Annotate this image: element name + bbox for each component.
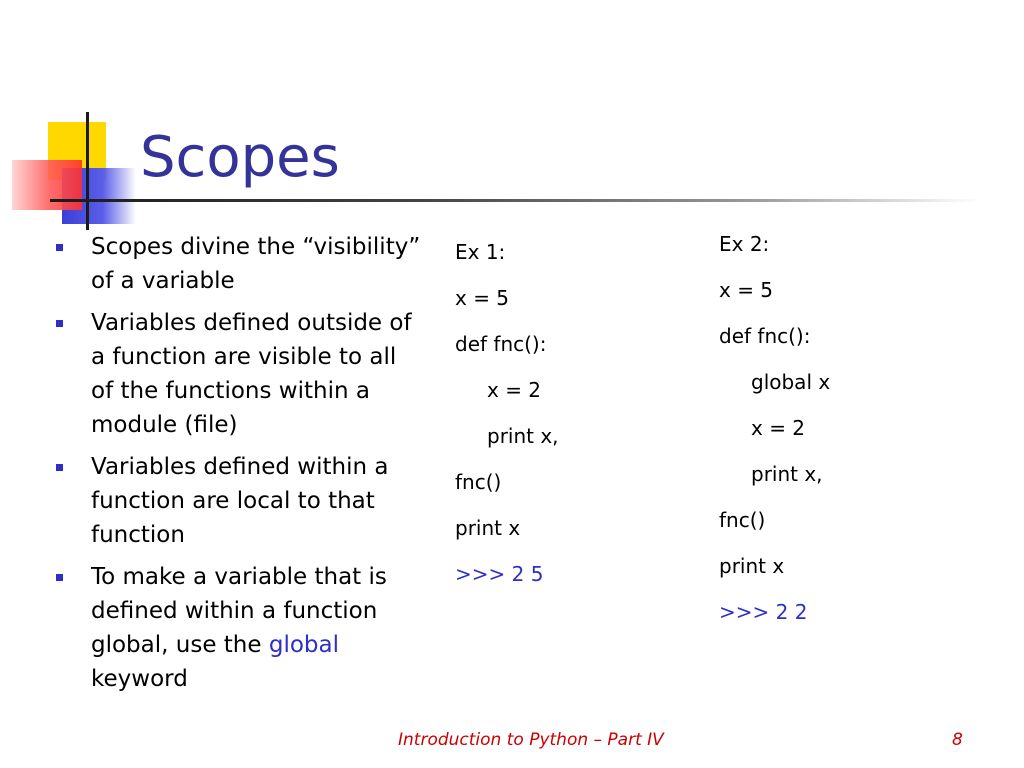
code-line: def fnc(): — [455, 332, 547, 356]
square-bullet-icon — [56, 244, 63, 251]
code-line: x = 5 — [719, 278, 774, 302]
bullet-text: keyword — [91, 666, 188, 692]
code-line: print x, — [487, 424, 559, 448]
code-line: x = 5 — [455, 286, 510, 310]
slide-logo-decoration — [0, 0, 150, 240]
title-underline — [50, 199, 980, 202]
code-line: print x — [455, 516, 521, 540]
code-line: global x — [751, 370, 831, 394]
code-line: print x — [719, 554, 785, 578]
code-line: fnc() — [719, 508, 766, 532]
keyword-global: global — [268, 632, 340, 658]
footer-title: Introduction to Python – Part IV — [398, 730, 664, 750]
code-output: >>> 2 2 — [719, 600, 808, 624]
page-number: 8 — [952, 730, 963, 750]
bullet-text: Variables defined within a function are local to that function — [91, 454, 389, 548]
square-bullet-icon — [56, 320, 63, 327]
code-line: fnc() — [455, 470, 502, 494]
logo-vertical-line — [86, 112, 89, 230]
bullet-text: Variables defined outside of a function are visible to all of the functions within a module (file) — [91, 310, 412, 438]
bullet-text: To make a variable that is defined within a function global, use the — [91, 564, 387, 658]
code-line-label: Ex 2: — [719, 232, 770, 256]
example-1-code — [455, 237, 559, 605]
bullet-item — [52, 560, 422, 696]
code-line: def fnc(): — [719, 324, 811, 348]
code-line: print x, — [751, 462, 823, 486]
example-2-code — [719, 229, 830, 643]
code-line: x = 2 — [751, 416, 806, 440]
code-output: >>> 2 5 — [455, 562, 544, 586]
bullet-text: Scopes divine the “visibility” of a variable — [91, 234, 421, 294]
bullet-item — [52, 230, 422, 298]
code-line: x = 2 — [487, 378, 542, 402]
logo-red-square — [12, 160, 82, 210]
bullet-item — [52, 450, 422, 552]
bullet-list — [52, 230, 422, 704]
slide-title: Scopes — [140, 125, 340, 190]
square-bullet-icon — [56, 464, 63, 471]
code-line-label: Ex 1: — [455, 240, 506, 264]
bullet-item — [52, 306, 422, 442]
square-bullet-icon — [56, 574, 63, 581]
